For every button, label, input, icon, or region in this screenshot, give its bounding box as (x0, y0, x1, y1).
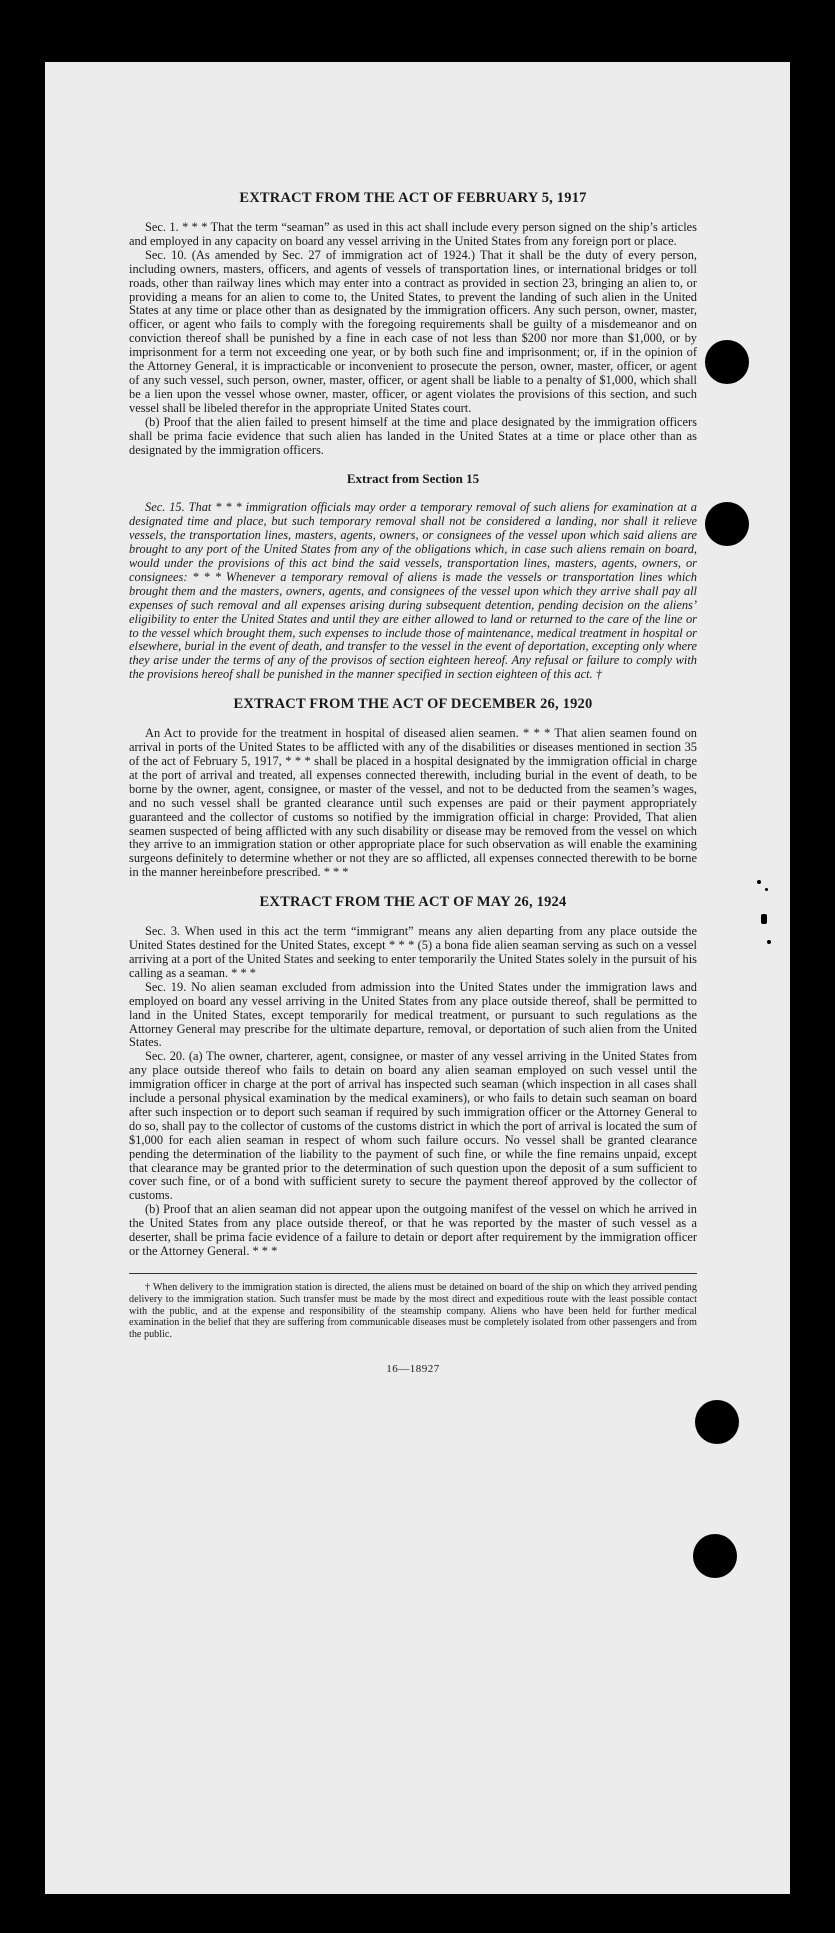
document-page (45, 62, 790, 1894)
punch-hole-upper-middle (705, 502, 749, 546)
paragraph-sec-15: Sec. 15. That * * * immigration officials may order a temporary removal of such aliens for examination at a designated time and place, but such temporary removal shall not be considered a landing, nor shall it relieve vessels, the transportation lines, masters, agents, owners, or consignees of the vessel upon which said aliens are brought to any port of the United States from any of the obligations which, in case such aliens remain on board, would under the provisions of this act bind the said vessels, transportation lines, masters, agents, owners, or consignees: * * * Whenever a temporary removal of aliens is made the vessels or transportation lines which brought them and the masters, owners, agents, and consignees of the vessel upon which they arrive shall pay all expenses of such removal and all expenses arising during subsequent detention, pending decision on the aliens’ eligibility to enter the United States and until they are either allowed to land or returned to the care of the line or to the vessel which brought them, such expenses to include those of maintenance, medical treatment in hospital or elsewhere, burial in the event of death, and transfer to the vessel in the event of deportation, excepting only where they arise under the terms of any of the provisos of section eighteen hereof. Any refusal or failure to comply with the provisions hereof shall be punished in the manner specified in section eighteen of this act. † (129, 500, 697, 682)
paragraph-act-1920: An Act to provide for the treatment in hospital of diseased alien seamen. * * * That alien seamen found on arrival in ports of the United States to be afflicted with any of the disabilities or diseases mentioned in section 35 of the act of February 5, 1917, * * * shall be placed in a hospital designated by the immigration official in charge at the port of arrival and treated, all expenses connected therewith, including burial in the event of death, to be borne by the owner, agent, consignee, or master of the vessel, and not to be deducted from the seamen’s wages, and no such vessel shall be granted clearance until such expenses are paid or their payment appropriately guaranteed and the collector of customs so notified by the immigration official in charge: Provided, That alien seamen suspected of being afflicted with any such disability or disease may be removed from the vessel on which they arrive to an immigration station or other appropriate place for such observation as will enable the examining surgeons definitely to determine whether or not they are so afflicted, all expenses connected therewith to be borne in the manner hereinbefore prescribed. * * * (129, 726, 697, 880)
paragraph-sec-20b: (b) Proof that an alien seaman did not appear upon the outgoing manifest of the vessel on which he arrived in the United States from any place outside thereof, or that he was reported by the master of such vessel as a deserter, shall be prima facie evidence of a failure to detain or deport after requirement by the immigration officer or the Attorney General. * * * (129, 1202, 697, 1258)
section-act-feb-1917 (129, 190, 697, 457)
scan-speck (767, 940, 771, 944)
punch-hole-lower-middle (695, 1400, 739, 1444)
section-extract-sec-15 (129, 471, 697, 682)
scan-speck (765, 888, 768, 891)
section-heading: EXTRACT FROM THE ACT OF DECEMBER 26, 1920 (233, 696, 593, 713)
paragraph-sec-19: Sec. 19. No alien seaman excluded from admission into the United States under the immigration laws and employed on board any vessel arriving in the United States from any place outside thereof, shall be permitted to land in the United States, except temporarily for medical treatment, or pursuant to such regulations as the Attorney General may prescribe for the ultimate departure, removal, or deportation of such alien from the United States. (129, 979, 697, 1050)
paragraph-sec-20a: Sec. 20. (a) The owner, charterer, agent, consignee, or master of any vessel arriving in the United States from any place outside thereof who fails to detain on board any alien seaman employed on such vessel until the immigration officer in charge at the port of arrival has inspected such seaman (which inspection in all cases shall include a personal physical examination by the medical examiners), or who fails to detain such seaman on board after such inspection or to deport such seaman if required by such immigration officer or the Attorney General to do so, shall pay to the collector of customs of the customs district in which the port of arrival is located the sum of $1,000 for each alien seaman in respect of whom such failure occurs. No vessel shall be granted clearance pending the determination of the liability to the payment of such fine, or while the fine remains unpaid, except that clearance may be granted prior to the determination of such question upon the deposit of a sum sufficient to cover such fine, or of a bond with sufficient surety to secure the payment thereof approved by the collector of customs. (129, 1049, 697, 1203)
document-body (129, 190, 697, 1375)
paragraph-sec-10b: (b) Proof that the alien failed to present himself at the time and place designated by the immigration officers shall be prima facie evidence that such alien has landed in the United States at a time or place other than as designated by the immigration officers. (129, 414, 697, 457)
footnote-divider (129, 1273, 697, 1274)
paragraph-sec-3: Sec. 3. When used in this act the term “immigrant” means any alien departing from any place outside the United States destined for the United States, except * * * (5) a bona fide alien seaman serving as such on a vessel arriving at a port of the United States and seeking to enter temporarily the United States solely in the pursuit of his calling as a seaman. * * * (129, 924, 697, 980)
section-act-dec-1920 (129, 696, 697, 880)
form-number: 16—18927 (386, 1362, 440, 1375)
scan-speck (757, 880, 761, 884)
footnote-text: † When delivery to the immigration station is directed, the aliens must be detained on board of the ship on which they arrived pending delivery to the immigration station. Such transfer must be made by the most direct and expeditious route with the least possible contact with the public, and at the expense and responsibility of the steamship company. Aliens who have been held for further medical examination in the belief that they are suffering from communicable diseases must be completely isolated from other passengers and from the public. (129, 1281, 697, 1341)
section-subheading: Extract from Section 15 (346, 471, 480, 487)
section-heading: EXTRACT FROM THE ACT OF FEBRUARY 5, 1917 (239, 190, 587, 206)
punch-hole-bottom (693, 1534, 737, 1578)
scan-speck (761, 914, 767, 924)
punch-hole-top (705, 340, 749, 384)
section-act-may-1924 (129, 894, 697, 1259)
footnote (129, 1282, 697, 1341)
paragraph-sec-1: Sec. 1. * * * That the term “seaman” as used in this act shall include every person signed on the ship’s articles and employed in any capacity on board any vessel arriving in the United States from any foreign port or place. (129, 220, 697, 248)
section-heading: EXTRACT FROM THE ACT OF MAY 26, 1924 (259, 894, 567, 911)
paragraph-sec-10: Sec. 10. (As amended by Sec. 27 of immigration act of 1924.) That it shall be the duty of every person, including owners, masters, officers, and agents of vessels of transportation lines, or international bridges or toll roads, other than railway lines which may enter into a contract as provided in section 23, bringing an alien to, or providing a means for an alien to come to, the United States, to prevent the landing of such alien in the United States at any time or place other than as designated by the immigration officers. Any such person, owner, master, officer, or agent who fails to comply with the foregoing requirements shall be guilty of a misdemeanor and on conviction thereof shall be punished by a fine in each case of not less than $200 nor more than $1,000, or by imprisonment for a term not exceeding one year, or by both such fine and imprisonment; or, if in the opinion of the Attorney General, it is impracticable or inconvenient to prosecute the person, owner, master, officer, or agent of any such vessel, such person, owner, master, officer, or agent shall be liable to a penalty of $1,000, which shall be a lien upon the vessel whose owner, master, officer, or agent violates the provisions of this section, and such vessel shall be libeled therefor in the appropriate United States court. (129, 247, 697, 415)
